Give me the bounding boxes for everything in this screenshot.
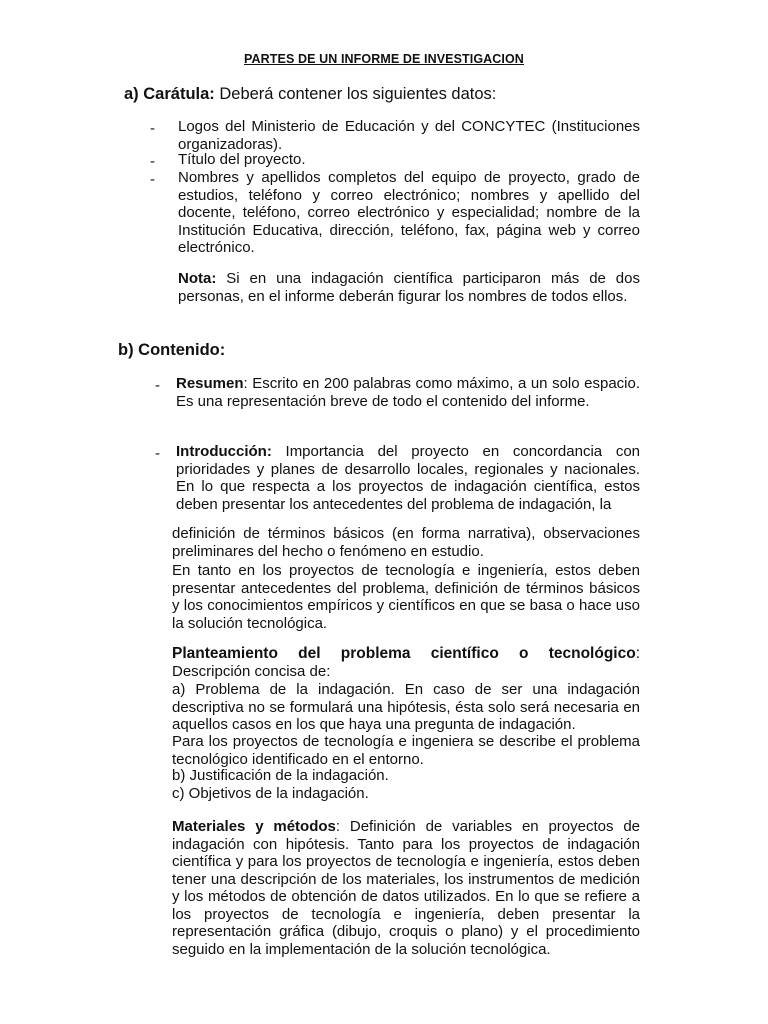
resumen-text: : Escrito en 200 palabras como máximo, a un solo espacio. Es una representación breve de todo el contenido del informe. (176, 375, 640, 410)
bullet-dash: - (155, 377, 160, 394)
bullet-dash: - (155, 445, 160, 462)
planteamiento-heading (172, 645, 640, 663)
list-item-nombres: Nombres y apellidos completos del equipo de proyecto, grado de estudios, teléfono y correo electrónico; nombres y apellido del docente, teléfono, correo electrónico y especialidad; nombre de la Institución Educativa, dirección, teléfono, fax, página web y correo electrónico. (178, 169, 640, 256)
introduccion-continuation: definición de términos básicos (en forma narrativa), observaciones preliminares del hecho o fenómeno en estudio. (172, 525, 640, 560)
materiales-label: Materiales y métodos (172, 818, 336, 835)
introduccion-paragraph (176, 443, 640, 513)
section-a-label: a) Carátula: (124, 85, 215, 103)
planteamiento-intro: Descripción concisa de: (172, 663, 331, 680)
planteamiento-title: Planteamiento del problema científico o tecnológico: (172, 645, 640, 662)
section-a-heading (124, 84, 496, 104)
planteamiento-item-c: c) Objetivos de la indagación. (172, 785, 369, 802)
note-label: Nota: (178, 270, 217, 287)
section-b-label: b) Contenido: (118, 341, 226, 359)
document-title: PARTES DE UN INFORME DE INVESTIGACION (244, 52, 524, 66)
introduccion-label: Introducción: (176, 443, 272, 460)
section-b-heading (118, 340, 225, 360)
planteamiento-item-b: b) Justificación de la indagación. (172, 767, 389, 784)
introduccion-tecnologia: En tanto en los proyectos de tecnología e ingeniería, estos deben presentar antecedentes del problema, definición de términos básicos y los conocimientos empíricos y científicos en que se basa o hace uso la solución tecnológica. (172, 562, 640, 632)
list-item-logos: Logos del Ministerio de Educación y del CONCYTEC (Instituciones organizadoras). (178, 118, 640, 153)
section-a-text: Deberá contener los siguientes datos: (214, 85, 497, 103)
introduccion-text: Importancia del proyecto en concordancia con prioridades y planes de desarrollo locales, regionales y nacionales. En lo que respecta a los proyectos de indagación científica, estos deben presentar los antecedentes del problema de indagación, la (176, 443, 640, 513)
resumen-label: Resumen (176, 375, 244, 392)
materiales-text: : Definición de variables en proyectos de indagación con hipótesis. Tanto para los proyectos de indagación científica y para los proyectos de tecnología e ingeniería, estos deben tener una descripción de los materiales, los instrumentos de medición y los métodos de obtención de datos utilizados. En lo que se refiere a los proyectos de tecnología e ingeniería, deben presentar la representación gráfica (dibujo, croquis o plano) y el procedimiento seguido en la implementación de la solución tecnológica. (172, 818, 641, 958)
planteamiento-tecnologia: Para los proyectos de tecnología e ingeniera se describe el problema tecnológico identificado en el entorno. (172, 733, 640, 768)
bullet-dash: - (150, 171, 155, 188)
resumen-paragraph (176, 375, 640, 410)
materiales-paragraph (172, 818, 640, 958)
note-paragraph (178, 270, 640, 305)
list-item-titulo: Título del proyecto. (178, 151, 306, 168)
bullet-dash: - (150, 153, 155, 170)
bullet-dash: - (150, 120, 155, 137)
note-text: Si en una indagación científica participaron más de dos personas, en el informe deberán figurar los nombres de todos ellos. (178, 270, 640, 305)
planteamiento-item-a: a) Problema de la indagación. En caso de ser una indagación descriptiva no se formulará una hipótesis, ésta solo será necesaria en aquellos casos en los que haya una pregunta de indagación. (172, 681, 640, 733)
